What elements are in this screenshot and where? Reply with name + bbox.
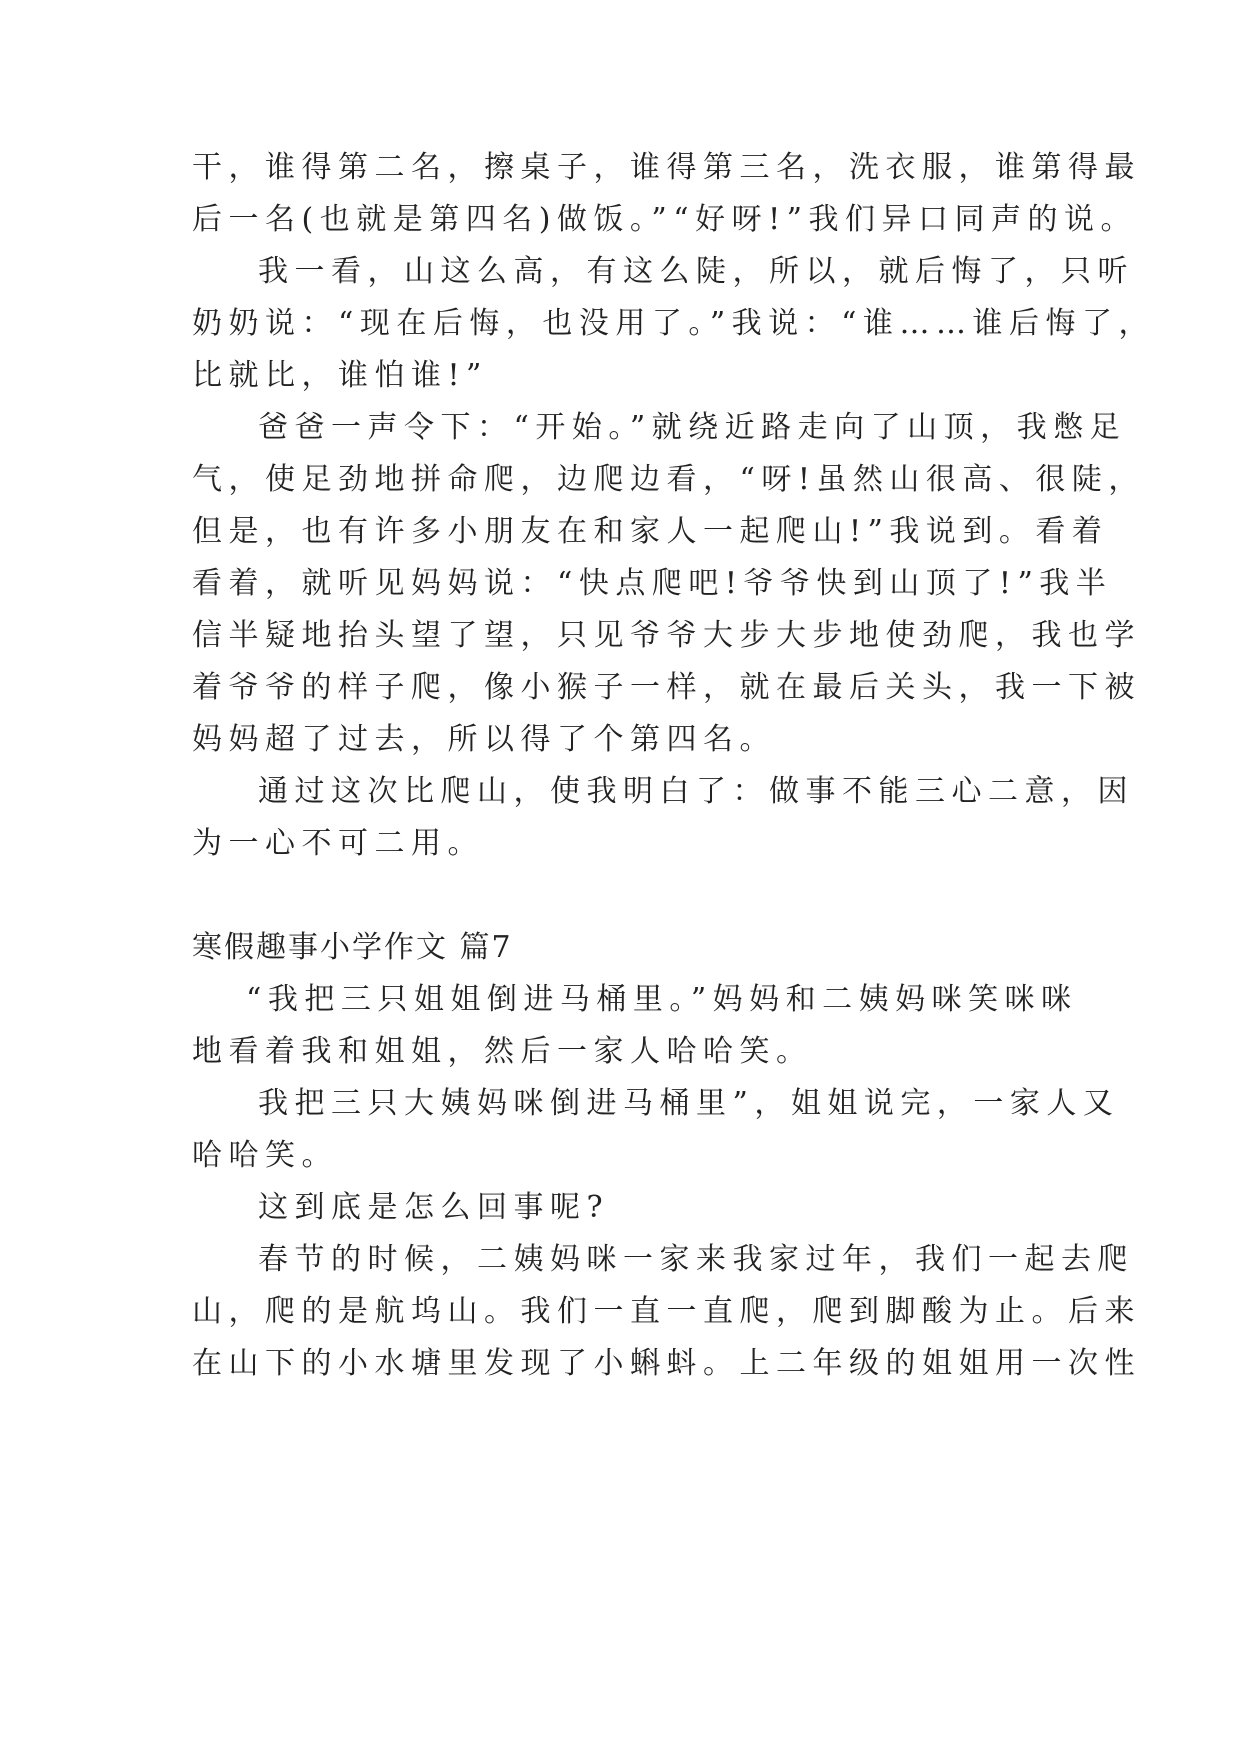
paragraph-line: 比就比，谁怕谁!” bbox=[192, 358, 488, 393]
paragraph-line: 爸爸一声令下：“开始。”就绕近路走向了山顶，我憋足 bbox=[258, 410, 1127, 445]
paragraph-line: “我把三只姐姐倒进马桶里。”妈妈和二姨妈咪笑咪咪 bbox=[246, 982, 1078, 1017]
paragraph-line: 看着，就听见妈妈说：“快点爬吧!爷爷快到山顶了!”我半 bbox=[192, 566, 1113, 601]
paragraph-line: 这到底是怎么回事呢? bbox=[258, 1190, 610, 1225]
paragraph-line: 干，谁得第二名，擦桌子，谁得第三名，洗衣服，谁第得最 bbox=[192, 150, 1141, 185]
paragraph-line: 后一名(也就是第四名)做饭。”“好呀!”我们异口同声的说。 bbox=[192, 202, 1137, 237]
paragraph-line: 气，使足劲地拼命爬，边爬边看，“呀!虽然山很高、很陡， bbox=[192, 462, 1145, 497]
paragraph-line: 但是，也有许多小朋友在和家人一起爬山!”我说到。看着 bbox=[192, 514, 1109, 549]
paragraph-line: 春节的时候，二姨妈咪一家来我家过年，我们一起去爬 bbox=[258, 1242, 1134, 1277]
section-heading: 寒假趣事小学作文 篇7 bbox=[192, 930, 513, 965]
paragraph-line: 通过这次比爬山，使我明白了：做事不能三心二意，因 bbox=[258, 774, 1134, 809]
paragraph-line: 我一看，山这么高，有这么陡，所以，就后悔了，只听 bbox=[258, 254, 1134, 289]
paragraph-line: 我把三只大姨妈咪倒进马桶里”，姐姐说完，一家人又 bbox=[258, 1086, 1120, 1121]
paragraph-line: 哈哈笑。 bbox=[192, 1138, 338, 1173]
paragraph-line: 在山下的小水塘里发现了小蝌蚪。上二年级的姐姐用一次性 bbox=[192, 1346, 1141, 1381]
paragraph-line: 着爷爷的样子爬，像小猴子一样，就在最后关头，我一下被 bbox=[192, 670, 1141, 705]
paragraph-line: 奶奶说：“现在后悔，也没用了。”我说：“谁……谁后悔了， bbox=[192, 306, 1156, 341]
paragraph-line: 妈妈超了过去，所以得了个第四名。 bbox=[192, 722, 776, 757]
paragraph-line: 地看着我和姐姐，然后一家人哈哈笑。 bbox=[192, 1034, 813, 1069]
paragraph-line: 信半疑地抬头望了望，只见爷爷大步大步地使劲爬，我也学 bbox=[192, 618, 1141, 653]
paragraph-line: 为一心不可二用。 bbox=[192, 826, 484, 861]
paragraph-line: 山，爬的是航坞山。我们一直一直爬，爬到脚酸为止。后来 bbox=[192, 1294, 1141, 1329]
